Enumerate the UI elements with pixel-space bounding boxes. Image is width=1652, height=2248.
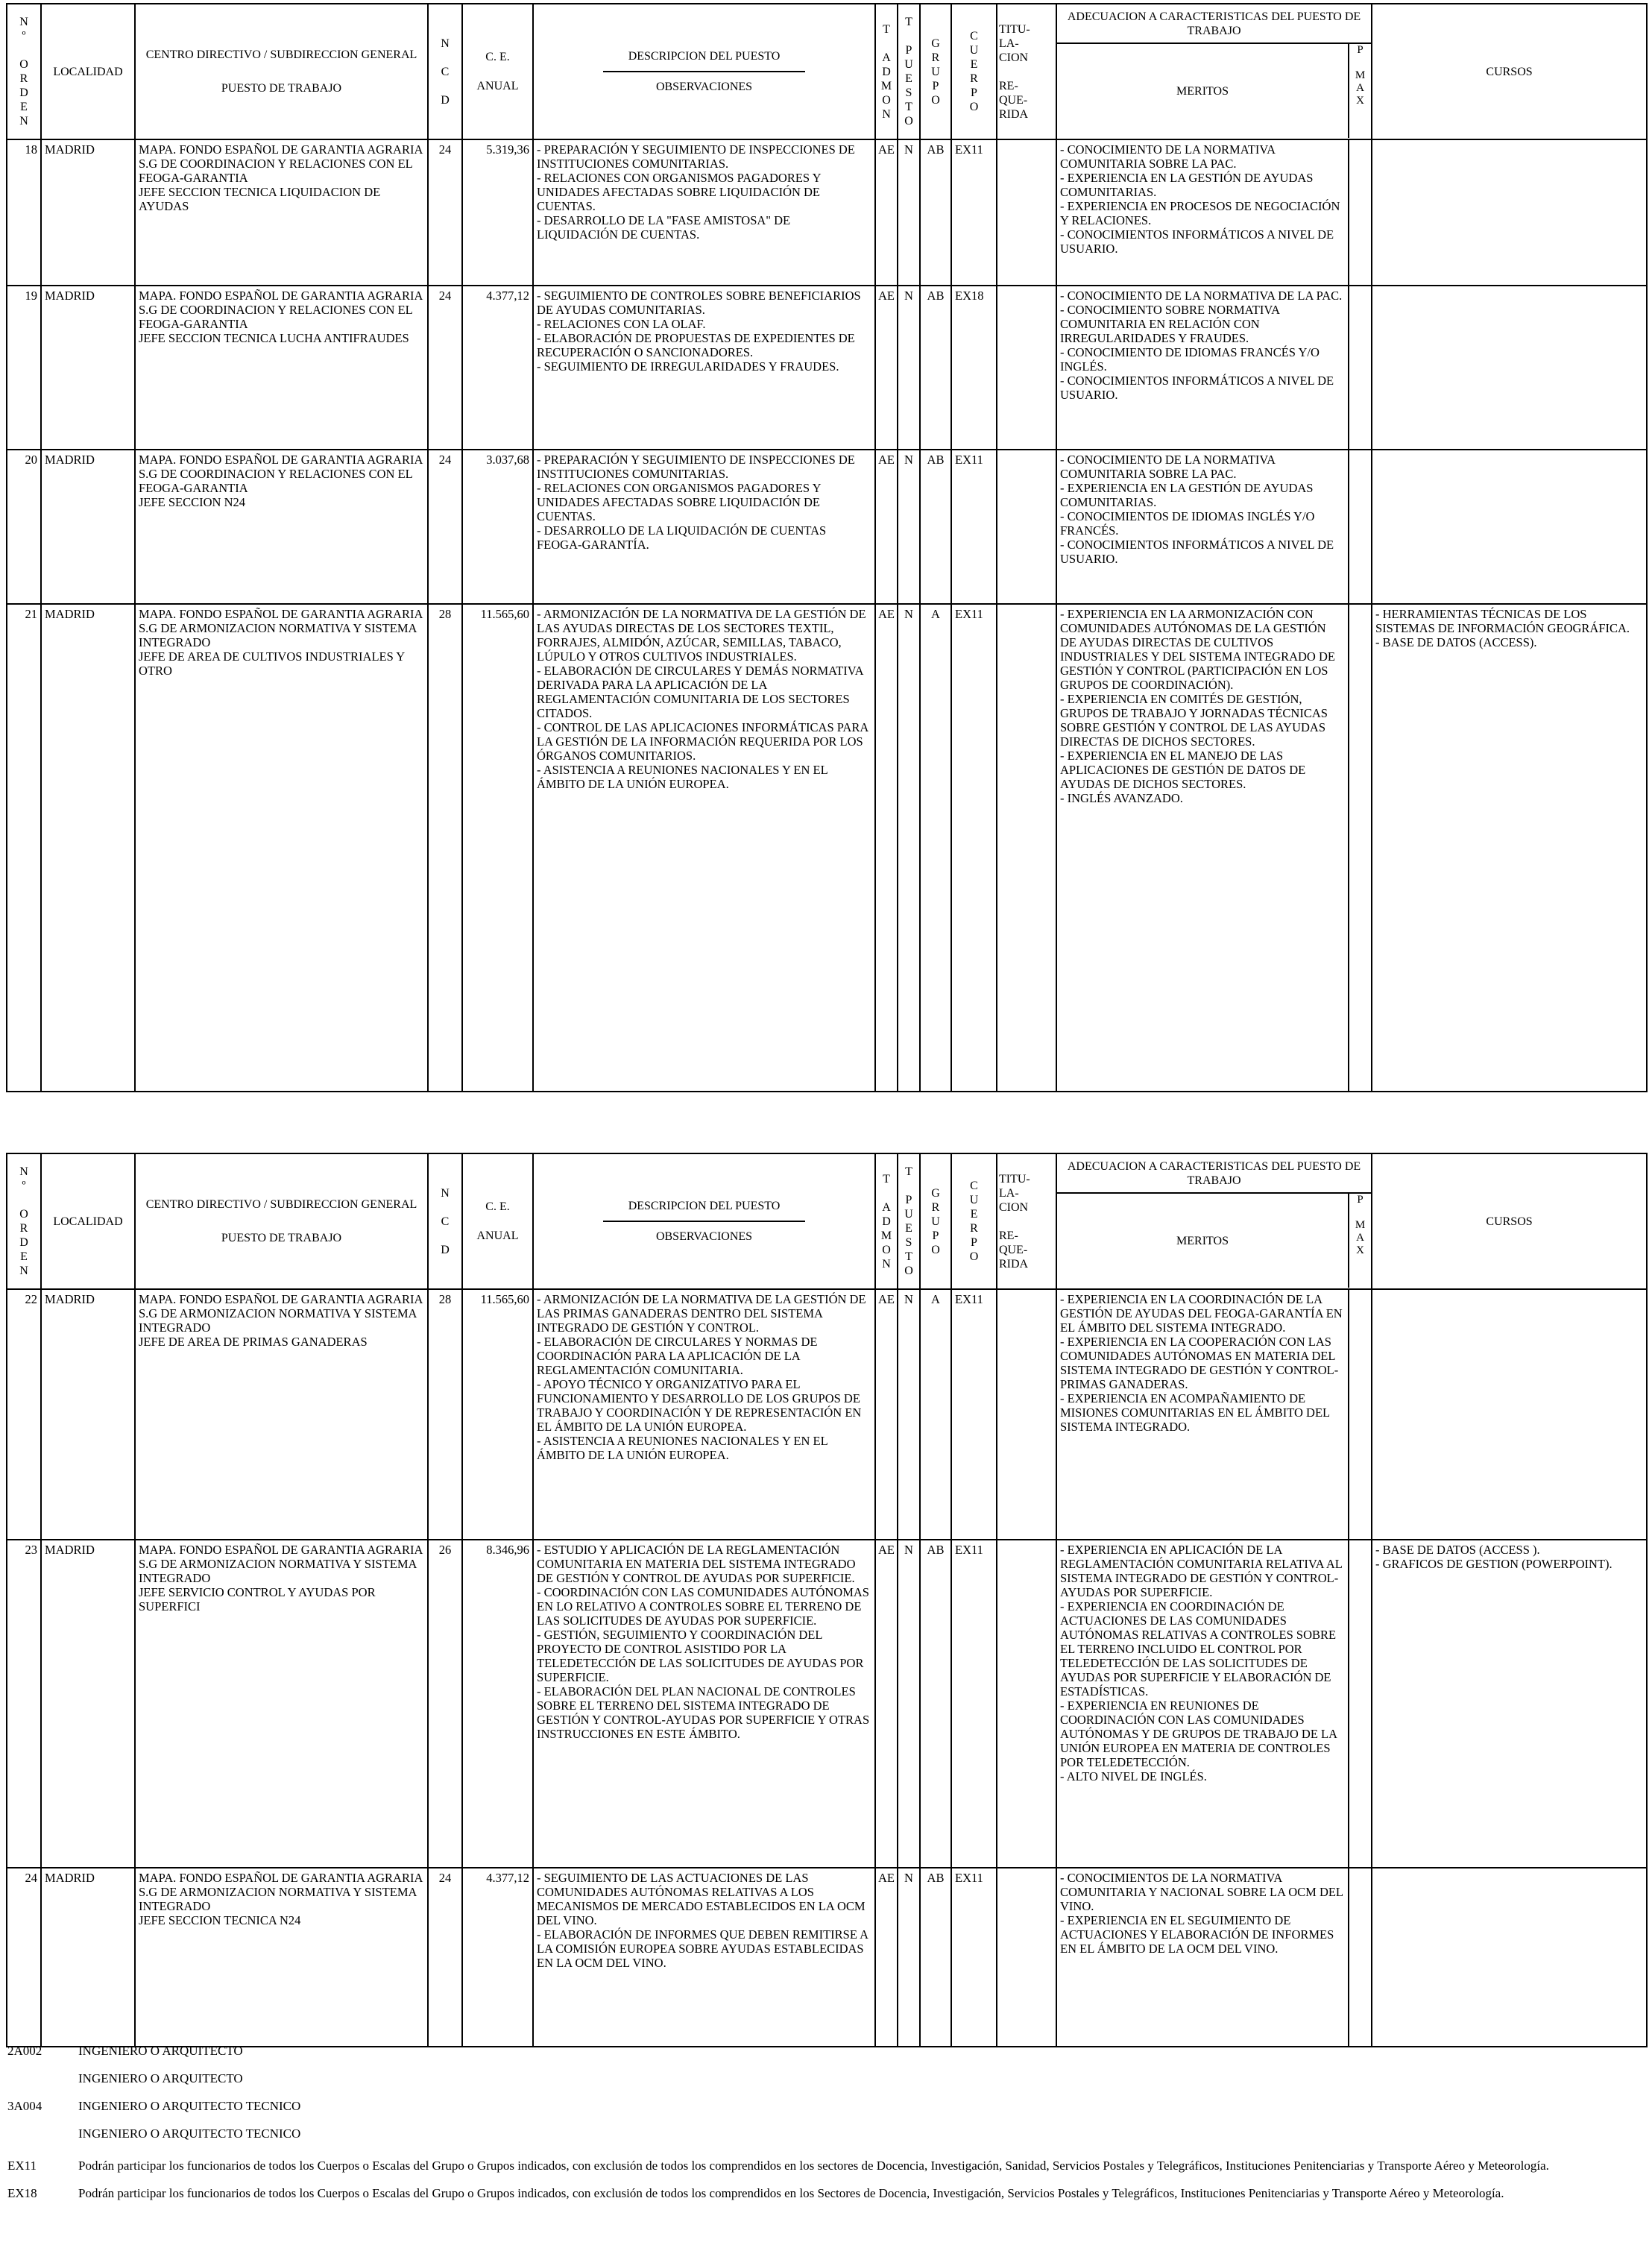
cell-cursos: - HERRAMIENTAS TÉCNICAS DE LOS SISTEMAS DE INFORMACIÓN GEOGRÁFICA. - BASE DE DATOS (ACCESS).: [1372, 604, 1647, 1092]
hdr-pmax: P M A X: [1355, 1194, 1366, 1256]
cell-tpuesto: N: [898, 604, 920, 1092]
hdr-tadmon: T A D M O N: [875, 4, 898, 139]
cell-orden: 19: [7, 286, 41, 450]
cell-centro: MAPA. FONDO ESPAÑOL DE GARANTIA AGRARIA S.G DE ARMONIZACION NORMATIVA Y SISTEMA INTEGRADO JEFE SERVICIO CONTROL Y AYUDAS POR SUPERFICI: [135, 1540, 428, 1868]
cell-descripcion: - PREPARACIÓN Y SEGUIMIENTO DE INSPECCIONES DE INSTITUCIONES COMUNITARIAS. - RELACIONES CON ORGANISMOS PAGADORES Y UNIDADES AFECTADAS SOBRE LIQUIDACIÓN DE CUENTAS. - DESARROLLO DE LA "FASE AMISTOSA" DE LIQUIDACIÓN DE CUENTAS.: [533, 139, 875, 286]
cell-cuerpo: EX11: [951, 450, 997, 604]
hdr-observaciones-label: OBSERVACIONES: [655, 81, 753, 93]
cell-tadmon: AE: [875, 1289, 898, 1540]
hdr-divider: [603, 71, 806, 72]
hdr-observaciones-label: OBSERVACIONES: [655, 1230, 753, 1243]
cell-centro: MAPA. FONDO ESPAÑOL DE GARANTIA AGRARIA S.G DE ARMONIZACION NORMATIVA Y SISTEMA INTEGRADO JEFE DE AREA DE PRIMAS GANADERAS: [135, 1289, 428, 1540]
header-row: [7, 4, 1647, 139]
cell-pmax: [1349, 1868, 1372, 2047]
cell-meritos: - EXPERIENCIA EN LA COORDINACIÓN DE LA GESTIÓN DE AYUDAS DEL FEOGA-GARANTÍA EN EL ÁMBITO DEL SISTEMA INTEGRADO. - EXPERIENCIA EN LA COOPERACIÓN CON LAS COMUNIDADES AUTÓNOMAS EN MATERIA DEL SISTEMA INTEGRADO DE GESTIÓN Y CONTROL-PRIMAS GANADERAS. - EXPERIENCIA EN ACOMPAÑAMIENTO DE MISIONES COMUNITARIAS EN EL ÁMBITO DEL SISTEMA INTEGRADO.: [1056, 1289, 1349, 1540]
hdr-grupo: G R U P O: [920, 4, 951, 139]
legend-code: EX11: [7, 2159, 37, 2173]
hdr-ce: [462, 1153, 533, 1289]
table-row: [7, 604, 1647, 1092]
cell-ce: 5.319,36: [462, 139, 533, 286]
hdr-centro-label: CENTRO DIRECTIVO / SUBDIRECCION GENERAL: [145, 48, 417, 61]
cell-localidad: MADRID: [41, 1868, 135, 2047]
legend-text: INGENIERO O ARQUITECTO: [78, 2071, 243, 2085]
hdr-cursos: CURSOS: [1372, 4, 1647, 139]
hdr-adecuacion: [1056, 1153, 1372, 1289]
cell-cursos: - BASE DE DATOS (ACCESS ). - GRAFICOS DE GESTION (POWERPOINT).: [1372, 1540, 1647, 1868]
cell-descripcion: - ARMONIZACIÓN DE LA NORMATIVA DE LA GESTIÓN DE LAS PRIMAS GANADERAS DENTRO DEL SISTEMA INTEGRADO DE GESTIÓN Y CONTROL. - ELABORACIÓN DE CIRCULARES Y NORMAS DE COORDINACIÓN PARA LA APLICACIÓN DE LA REGLAMENTACIÓN COMUNITARIA. - APOYO TÉCNICO Y ORGANIZATIVO PARA EL FUNCIONAMIENTO Y DESARROLLO DE LOS GRUPOS DE TRABAJO Y COORDINACIÓN Y DE REPRESENTACIÓN EN EL ÁMBITO DE LA UNIÓN EUROPEA. - ASISTENCIA A REUNIONES NACIONALES Y EN EL ÁMBITO DE LA UNIÓN EUROPEA.: [533, 1289, 875, 1540]
cell-ce: 11.565,60: [462, 1289, 533, 1540]
cell-descripcion: - PREPARACIÓN Y SEGUIMIENTO DE INSPECCIONES DE INSTITUCIONES COMUNITARIAS. - RELACIONES CON ORGANISMOS PAGADORES Y UNIDADES AFECTADAS SOBRE LIQUIDACIÓN DE CUENTAS. - DESARROLLO DE LA LIQUIDACIÓN DE CUENTAS FEOGA-GARANTÍA.: [533, 450, 875, 604]
cell-grupo: AB: [920, 286, 951, 450]
legend-item: [7, 2185, 1640, 2201]
cell-tadmon: AE: [875, 139, 898, 286]
cell-tadmon: AE: [875, 1540, 898, 1868]
cell-grupo: AB: [920, 139, 951, 286]
hdr-grupo: G R U P O: [920, 1153, 951, 1289]
hdr-centro: [135, 4, 428, 139]
cell-ce: 8.346,96: [462, 1540, 533, 1868]
cell-cursos: [1372, 286, 1647, 450]
cell-pmax: [1349, 286, 1372, 450]
job-table-2: [6, 1153, 1648, 2047]
hdr-descripcion-label: DESCRIPCION DEL PUESTO: [628, 50, 781, 63]
table-row: [7, 286, 1647, 450]
hdr-pmax: P M A X: [1355, 44, 1366, 107]
hdr-localidad: LOCALIDAD: [41, 4, 135, 139]
cell-centro: MAPA. FONDO ESPAÑOL DE GARANTIA AGRARIA S.G DE ARMONIZACION NORMATIVA Y SISTEMA INTEGRADO JEFE SECCION TECNICA N24: [135, 1868, 428, 2047]
cell-localidad: MADRID: [41, 450, 135, 604]
cell-cursos: [1372, 450, 1647, 604]
hdr-adecuacion-label: ADECUACION A CARACTERISTICAS DEL PUESTO DE TRABAJO: [1057, 1155, 1371, 1194]
legend-text: INGENIERO O ARQUITECTO TECNICO: [78, 2126, 301, 2141]
cell-orden: 18: [7, 139, 41, 286]
hdr-puesto-label: PUESTO DE TRABAJO: [221, 1232, 342, 1244]
table-row: [7, 139, 1647, 286]
hdr-titulacion: TITU- LA- CION RE- QUE- RIDA: [997, 4, 1056, 139]
cell-orden: 24: [7, 1868, 41, 2047]
cell-orden: 20: [7, 450, 41, 604]
hdr-descripcion: [533, 1153, 875, 1289]
cell-cursos: [1372, 139, 1647, 286]
hdr-ncd: N C D: [428, 1153, 462, 1289]
cell-pmax: [1349, 604, 1372, 1092]
cell-orden: 21: [7, 604, 41, 1092]
hdr-adecuacion-label: ADECUACION A CARACTERISTICAS DEL PUESTO DE TRABAJO: [1057, 5, 1371, 44]
hdr-adecuacion: [1056, 4, 1372, 139]
cell-grupo: AB: [920, 1540, 951, 1868]
cell-ncd: 24: [428, 1868, 462, 2047]
cell-cuerpo: EX11: [951, 139, 997, 286]
cell-titulacion: [997, 1868, 1056, 2047]
cell-cuerpo: EX11: [951, 604, 997, 1092]
cell-cursos: [1372, 1289, 1647, 1540]
cell-cuerpo: EX11: [951, 1868, 997, 2047]
cell-ncd: 24: [428, 450, 462, 604]
cell-meritos: - EXPERIENCIA EN LA ARMONIZACIÓN CON COMUNIDADES AUTÓNOMAS DE LA GESTIÓN DE AYUDAS DIRECTAS DE CULTIVOS INDUSTRIALES Y DEL SISTEMA INTEGRADO DE GESTIÓN Y CONTROL (PARTICIPACIÓN EN LOS GRUPOS DE COORDINACIÓN). - EXPERIENCIA EN COMITÉS DE GESTIÓN, GRUPOS DE TRABAJO Y JORNADAS TÉCNICAS SOBRE GESTIÓN Y CONTROL DE LAS AYUDAS DIRECTAS DE DICHOS SECTORES. - EXPERIENCIA EN EL MANEJO DE LAS APLICACIONES DE GESTIÓN DE DATOS DE AYUDAS DE DICHOS SECTORES. - INGLÉS AVANZADO.: [1056, 604, 1349, 1092]
cell-ce: 11.565,60: [462, 604, 533, 1092]
hdr-titulacion: TITU- LA- CION RE- QUE- RIDA: [997, 1153, 1056, 1289]
cell-grupo: AB: [920, 450, 951, 604]
legend-text: INGENIERO O ARQUITECTO TECNICO: [78, 2099, 301, 2113]
cell-cuerpo: EX11: [951, 1289, 997, 1540]
cell-localidad: MADRID: [41, 1289, 135, 1540]
cell-titulacion: [997, 1540, 1056, 1868]
cell-tpuesto: N: [898, 1540, 920, 1868]
cell-centro: MAPA. FONDO ESPAÑOL DE GARANTIA AGRARIA S.G DE ARMONIZACION NORMATIVA Y SISTEMA INTEGRADO JEFE DE AREA DE CULTIVOS INDUSTRIALES Y OTRO: [135, 604, 428, 1092]
legend-item: [7, 2098, 1640, 2114]
cell-cuerpo: EX18: [951, 286, 997, 450]
cell-localidad: MADRID: [41, 1540, 135, 1868]
cell-titulacion: [997, 1289, 1056, 1540]
cell-tadmon: AE: [875, 286, 898, 450]
hdr-tpuesto: T P U E S T O: [898, 1153, 920, 1289]
hdr-cuerpo: C U E R P O: [951, 4, 997, 139]
legend-code: [7, 2126, 78, 2141]
cell-pmax: [1349, 1540, 1372, 1868]
cell-orden: 22: [7, 1289, 41, 1540]
legend-code: 3A004: [7, 2099, 42, 2113]
cell-orden: 23: [7, 1540, 41, 1868]
legend-text: Podrán participar los funcionarios de todos los Cuerpos o Escalas del Grupo o Grupos indicados, con exclusión de todos los comprendidos en los Sectores de Docencia, Investigación, Servicios Postales y Telegráficos, Instituciones Penitenciarias y Transporte Aéreo y Meteorología.: [78, 2186, 1504, 2200]
hdr-anual-label: ANUAL: [476, 80, 519, 92]
legend-item: [7, 2158, 1640, 2173]
hdr-orden: N º O R D E N: [7, 1153, 41, 1289]
cell-ce: 4.377,12: [462, 1868, 533, 2047]
cell-tadmon: AE: [875, 450, 898, 604]
cell-tpuesto: N: [898, 1289, 920, 1540]
cell-tadmon: AE: [875, 1868, 898, 2047]
cell-meritos: - CONOCIMIENTO DE LA NORMATIVA COMUNITARIA SOBRE LA PAC. - EXPERIENCIA EN LA GESTIÓN DE AYUDAS COMUNITARIAS. - EXPERIENCIA EN PROCESOS DE NEGOCIACIÓN Y RELACIONES. - CONOCIMIENTOS INFORMÁTICOS A NIVEL DE USUARIO.: [1056, 139, 1349, 286]
cell-titulacion: [997, 286, 1056, 450]
hdr-orden: N º O R D E N: [7, 4, 41, 139]
cell-centro: MAPA. FONDO ESPAÑOL DE GARANTIA AGRARIA S.G DE COORDINACION Y RELACIONES CON EL FEOGA-GARANTIA JEFE SECCION N24: [135, 450, 428, 604]
cell-tpuesto: N: [898, 450, 920, 604]
cell-ncd: 28: [428, 604, 462, 1092]
cell-meritos: - CONOCIMIENTOS DE LA NORMATIVA COMUNITARIA Y NACIONAL SOBRE LA OCM DEL VINO. - EXPERIENCIA EN EL SEGUIMIENTO DE ACTUACIONES Y ELABORACIÓN DE INFORMES EN EL ÁMBITO DE LA OCM DEL VINO.: [1056, 1868, 1349, 2047]
cell-descripcion: - ARMONIZACIÓN DE LA NORMATIVA DE LA GESTIÓN DE LAS AYUDAS DIRECTAS DE LOS SECTORES TEXTIL, FORRAJES, ALMIDÓN, AZÚCAR, SEMILLAS, TABACO, LÚPULO Y OTROS CULTIVOS INDUSTRIALES. - ELABORACIÓN DE CIRCULARES Y DEMÁS NORMATIVA DERIVADA PARA LA APLICACIÓN DE LA REGLAMENTACIÓN COMUNITARIA DE LOS SECTORES CITADOS. - CONTROL DE LAS APLICACIONES INFORMÁTICAS PARA LA GESTIÓN DE LA INFORMACIÓN REQUERIDA POR LOS ÓRGANOS COMUNITARIOS. - ASISTENCIA A REUNIONES NACIONALES Y EN EL ÁMBITO DE LA UNIÓN EUROPEA.: [533, 604, 875, 1092]
hdr-descripcion: [533, 4, 875, 139]
hdr-tpuesto: T P U E S T O: [898, 4, 920, 139]
cell-localidad: MADRID: [41, 604, 135, 1092]
table-row: [7, 1540, 1647, 1868]
legend-code: EX18: [7, 2186, 37, 2200]
cell-centro: MAPA. FONDO ESPAÑOL DE GARANTIA AGRARIA S.G DE COORDINACION Y RELACIONES CON EL FEOGA-GARANTIA JEFE SECCION TECNICA LIQUIDACION DE AYUDAS: [135, 139, 428, 286]
cell-titulacion: [997, 139, 1056, 286]
hdr-cuerpo: C U E R P O: [951, 1153, 997, 1289]
cell-descripcion: - SEGUIMIENTO DE CONTROLES SOBRE BENEFICIARIOS DE AYUDAS COMUNITARIAS. - RELACIONES CON LA OLAF. - ELABORACIÓN DE PROPUESTAS DE EXPEDIENTES DE RECUPERACIÓN O SANCIONADORES. - SEGUIMIENTO DE IRREGULARIDADES Y FRAUDES.: [533, 286, 875, 450]
hdr-centro: [135, 1153, 428, 1289]
cell-grupo: AB: [920, 1868, 951, 2047]
hdr-centro-label: CENTRO DIRECTIVO / SUBDIRECCION GENERAL: [145, 1198, 417, 1211]
hdr-ce: [462, 4, 533, 139]
hdr-ncd: N C D: [428, 4, 462, 139]
legend-text: INGENIERO O ARQUITECTO: [78, 2044, 243, 2058]
table-row: [7, 1868, 1647, 2047]
hdr-ce-label: C. E.: [485, 51, 510, 63]
hdr-puesto-label: PUESTO DE TRABAJO: [221, 82, 342, 95]
cell-localidad: MADRID: [41, 286, 135, 450]
cell-grupo: A: [920, 604, 951, 1092]
hdr-localidad: LOCALIDAD: [41, 1153, 135, 1289]
legend-text: Podrán participar los funcionarios de todos los Cuerpos o Escalas del Grupo o Grupos indicados, con exclusión de todos los comprendidos en los sectores de Docencia, Investigación, Sanidad, Servicios Postales y Telegráficos, Instituciones Penitenciarias y Transporte Aéreo y Meteorología.: [78, 2159, 1549, 2173]
hdr-tadmon: T A D M O N: [875, 1153, 898, 1289]
cell-meritos: - CONOCIMIENTO DE LA NORMATIVA DE LA PAC. - CONOCIMIENTO SOBRE NORMATIVA COMUNITARIA EN RELACIÓN CON IRREGULARIDADES Y FRAUDES. - CONOCIMIENTO DE IDIOMAS FRANCÉS Y/O INGLÉS. - CONOCIMIENTOS INFORMÁTICOS A NIVEL DE USUARIO.: [1056, 286, 1349, 450]
cell-centro: MAPA. FONDO ESPAÑOL DE GARANTIA AGRARIA S.G DE COORDINACION Y RELACIONES CON EL FEOGA-GARANTIA JEFE SECCION TECNICA LUCHA ANTIFRAUDES: [135, 286, 428, 450]
table-row: [7, 450, 1647, 604]
table-row: [7, 1289, 1647, 1540]
cell-pmax: [1349, 450, 1372, 604]
legend-item: [7, 2071, 1640, 2086]
cell-titulacion: [997, 604, 1056, 1092]
hdr-meritos: MERITOS: [1057, 1194, 1349, 1288]
cell-ncd: 26: [428, 1540, 462, 1868]
cell-tpuesto: N: [898, 1868, 920, 2047]
hdr-descripcion-label: DESCRIPCION DEL PUESTO: [628, 1200, 781, 1212]
hdr-meritos: MERITOS: [1057, 44, 1349, 138]
cell-cuerpo: EX11: [951, 1540, 997, 1868]
legend: [7, 2043, 1640, 2201]
cell-titulacion: [997, 450, 1056, 604]
hdr-ce-label: C. E.: [485, 1200, 510, 1213]
job-table-1: [6, 3, 1648, 1092]
cell-descripcion: - SEGUIMIENTO DE LAS ACTUACIONES DE LAS COMUNIDADES AUTÓNOMAS RELATIVAS A LOS MECANISMOS DE MERCADO ESTABLECIDOS EN LA OCM DEL VINO. - ELABORACIÓN DE INFORMES QUE DEBEN REMITIRSE A LA COMISIÓN EUROPEA SOBRE AYUDAS ESTABLECIDAS EN LA OCM DEL VINO.: [533, 1868, 875, 2047]
cell-pmax: [1349, 1289, 1372, 1540]
cell-ncd: 24: [428, 139, 462, 286]
cell-cursos: [1372, 1868, 1647, 2047]
cell-ncd: 28: [428, 1289, 462, 1540]
header-row: [7, 1153, 1647, 1289]
cell-tpuesto: N: [898, 286, 920, 450]
cell-meritos: - CONOCIMIENTO DE LA NORMATIVA COMUNITARIA SOBRE LA PAC. - EXPERIENCIA EN LA GESTIÓN DE AYUDAS COMUNITARIAS. - CONOCIMIENTOS DE IDIOMAS INGLÉS Y/O FRANCÉS. - CONOCIMIENTOS INFORMÁTICOS A NIVEL DE USUARIO.: [1056, 450, 1349, 604]
cell-ncd: 24: [428, 286, 462, 450]
cell-ce: 3.037,68: [462, 450, 533, 604]
hdr-anual-label: ANUAL: [476, 1230, 519, 1242]
cell-localidad: MADRID: [41, 139, 135, 286]
cell-pmax: [1349, 139, 1372, 286]
legend-code: 2A002: [7, 2044, 42, 2058]
cell-grupo: A: [920, 1289, 951, 1540]
legend-code: [7, 2071, 78, 2086]
cell-tpuesto: N: [898, 139, 920, 286]
legend-item: [7, 2126, 1640, 2141]
cell-ce: 4.377,12: [462, 286, 533, 450]
hdr-divider: [603, 1221, 806, 1222]
hdr-cursos: CURSOS: [1372, 1153, 1647, 1289]
cell-tadmon: AE: [875, 604, 898, 1092]
cell-meritos: - EXPERIENCIA EN APLICACIÓN DE LA REGLAMENTACIÓN COMUNITARIA RELATIVA AL SISTEMA INTEGRADO DE GESTIÓN Y CONTROL-AYUDAS POR SUPERFICIE. - EXPERIENCIA EN COORDINACIÓN DE ACTUACIONES DE LAS COMUNIDADES AUTÓNOMAS RELATIVAS A CONTROLES SOBRE EL TERRENO INCLUIDO EL CONTROL POR TELEDETECCIÓN DE LAS SOLICITUDES DE AYUDAS POR SUPERFICIE Y ELABORACIÓN DE ESTADÍSTICAS. - EXPERIENCIA EN REUNIONES DE COORDINACIÓN CON LAS COMUNIDADES AUTÓNOMAS Y DE GRUPOS DE TRABAJO DE LA UNIÓN EUROPEA EN MATERIA DE CONTROLES POR TELEDETECCIÓN. - ALTO NIVEL DE INGLÉS.: [1056, 1540, 1349, 1868]
cell-descripcion: - ESTUDIO Y APLICACIÓN DE LA REGLAMENTACIÓN COMUNITARIA EN MATERIA DEL SISTEMA INTEGRADO DE GESTIÓN Y CONTROL DE AYUDAS POR SUPERFICIE. - COORDINACIÓN CON LAS COMUNIDADES AUTÓNOMAS EN LO RELATIVO A CONTROLES SOBRE EL TERRENO DE LAS SOLICITUDES DE AYUDAS POR SUPERFICIE. - GESTIÓN, SEGUIMIENTO Y COORDINACIÓN DEL PROYECTO DE CONTROL ASISTIDO POR LA TELEDETECCIÓN DE LAS SOLICITUDES DE AYUDAS POR SUPERFICIE. - ELABORACIÓN DEL PLAN NACIONAL DE CONTROLES SOBRE EL TERRENO DEL SISTEMA INTEGRADO DE GESTIÓN Y CONTROL-AYUDAS POR SUPERFICIE Y OTRAS INSTRUCCIONES EN ESTE ÁMBITO.: [533, 1540, 875, 1868]
legend-item: [7, 2043, 1640, 2059]
